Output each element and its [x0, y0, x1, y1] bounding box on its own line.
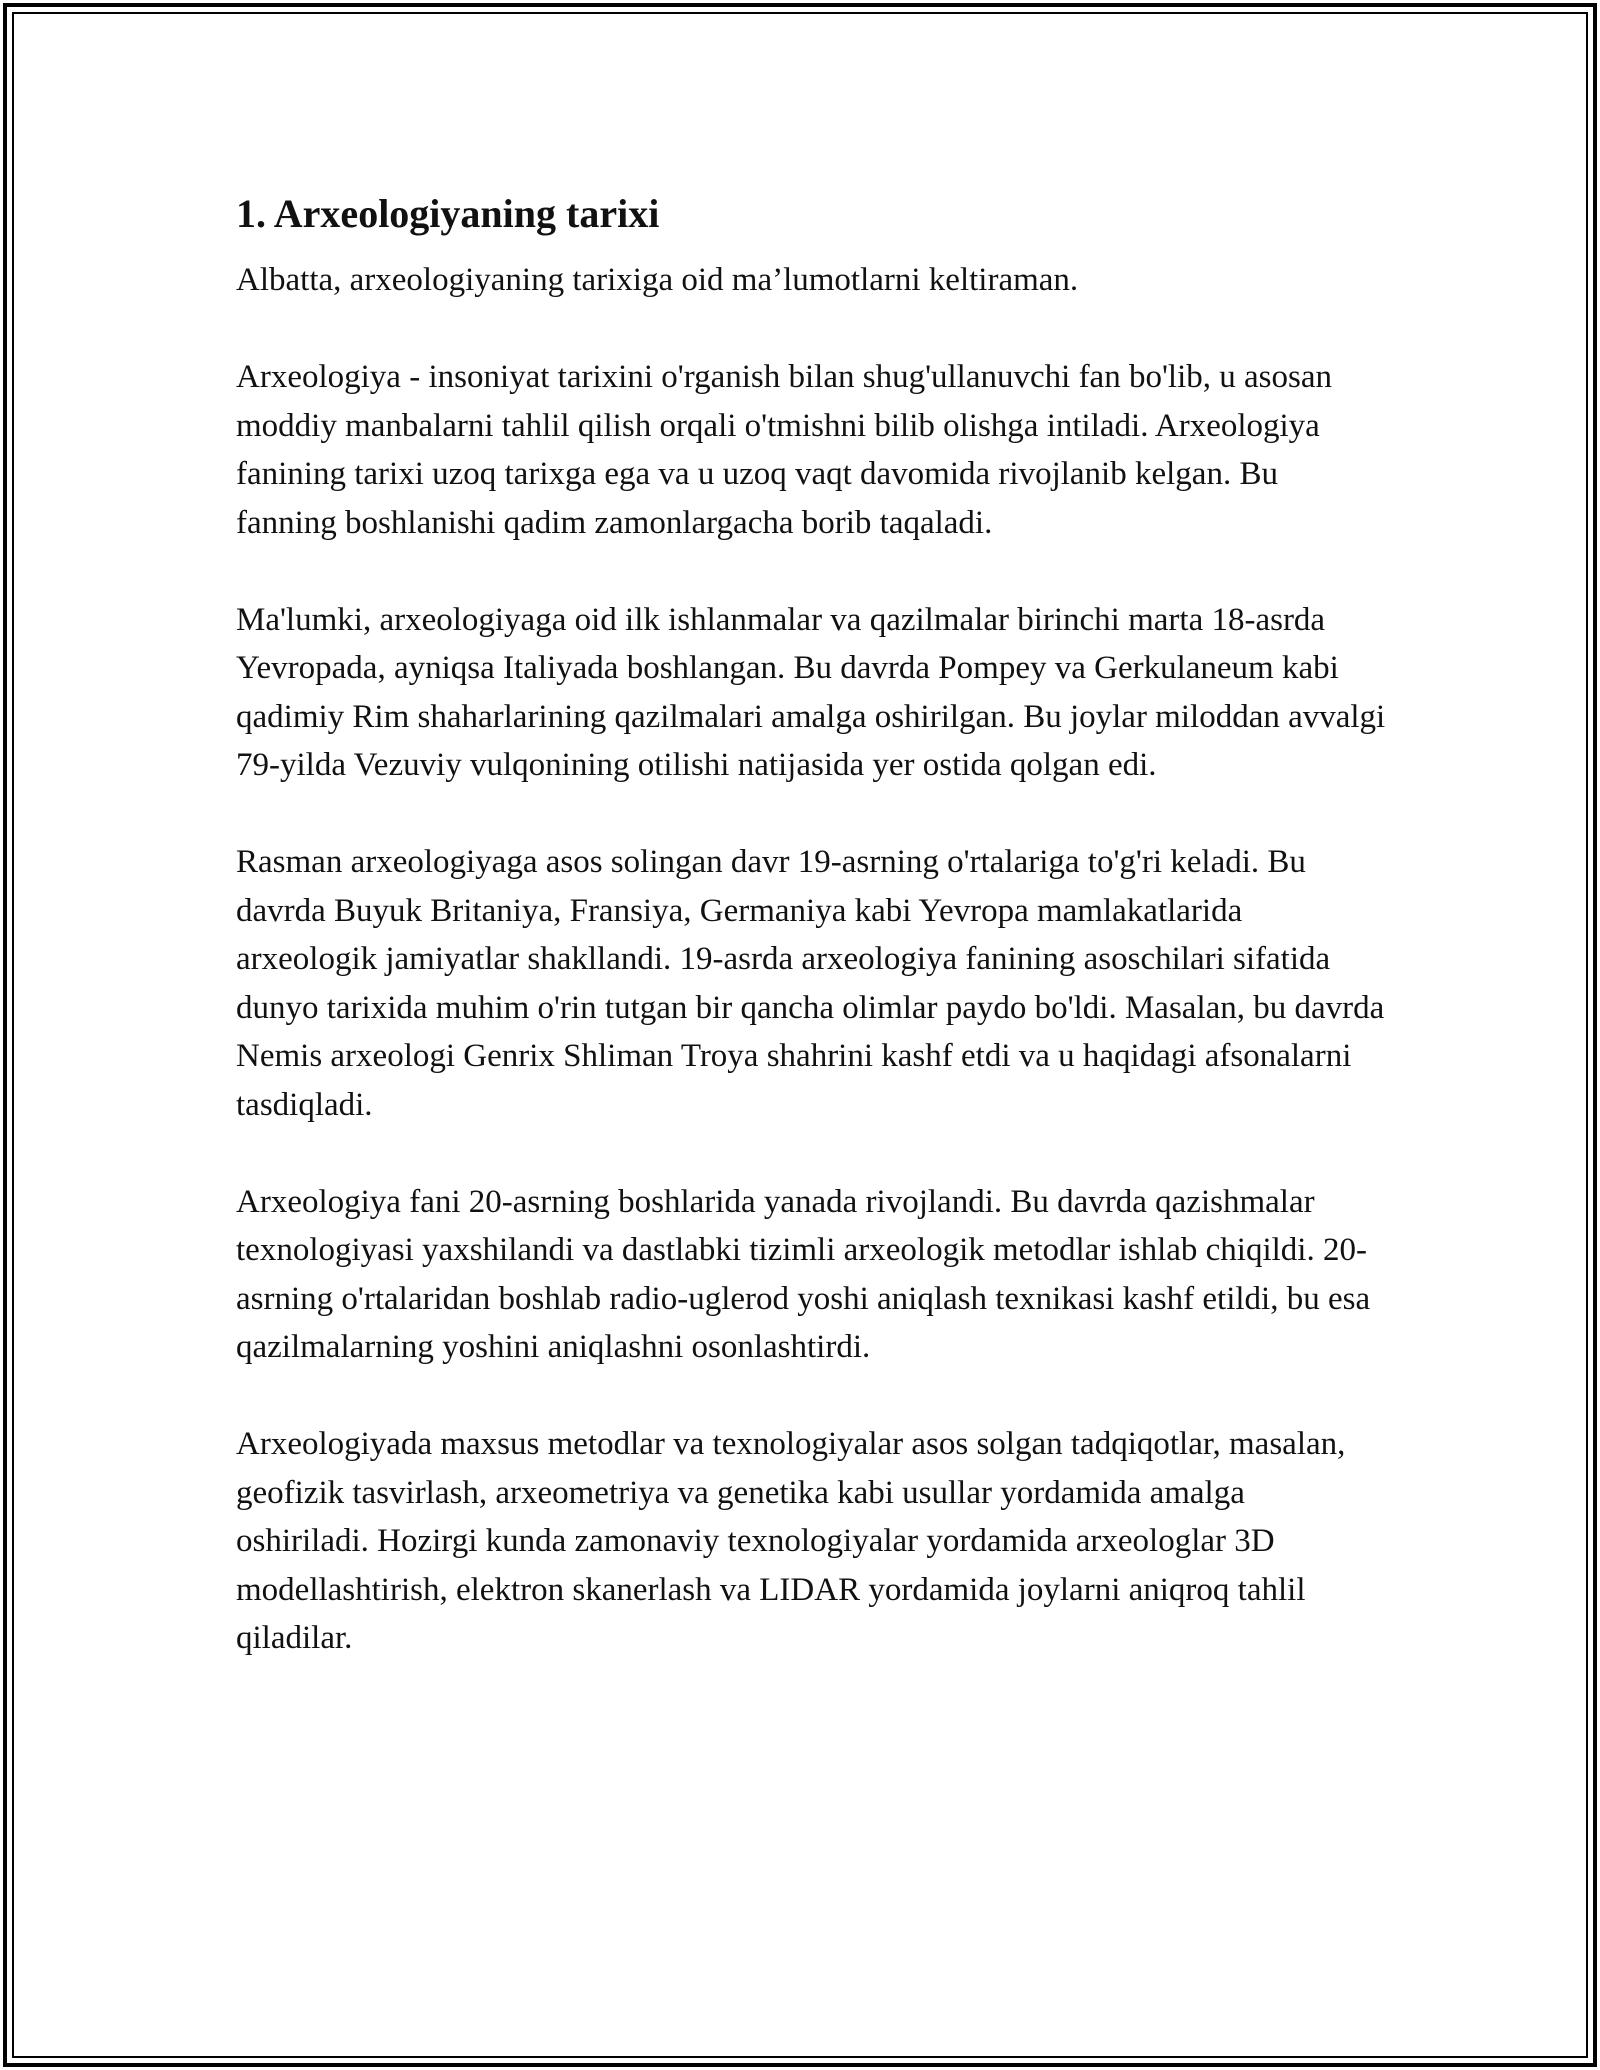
paragraph-modern-methods: Arxeologiyada maxsus metodlar va texnologiyalar asos solgan tadqiqotlar, masalan, geofizik tasvirlash, arxeometriya va genetika kabi usullar yordamida amalga oshiriladi. Hozirgi kunda zamonaviy texnologiyalar yordamida arxeologlar 3D modellashtirish, elektron skanerlash va LIDAR yordamida joylarni aniqroq tahlil qiladilar.: [236, 1426, 1346, 1656]
section-title: 1. Arxeologiyaning tarixi: [236, 191, 660, 236]
paragraph-19th-century: Rasman arxeologiyaga asos solingan davr 19-asrning o'rtalariga to'g'ri keladi. Bu davrda Buyuk Britaniya, Fransiya, Germaniya kabi Yevropa mamlakatlarida arxeologik jamiyatlar shakllandi. 19-asrda arxeologiya fanining asoschilari sifatida dunyo tarixida muhim o'rin tutgan bir qancha olimlar paydo bo'ldi. Masalan, bu davrda Nemis arxeologi Genrix Shliman Troya shahrini kashf etdi va u haqidagi afsonalarni tasdiqladi.: [236, 844, 1385, 1123]
intro-paragraph: Albatta, arxeologiyaning tarixiga oid ma’lumotlarni keltiraman.: [236, 262, 1079, 298]
document-body: [236, 186, 1386, 1711]
paragraph-20th-century: Arxeologiya fani 20-asrning boshlarida yanada rivojlandi. Bu davrda qazishmalar texnologiyasi yaxshilandi va dastlabki tizimli arxeologik metodlar ishlab chiqildi. 20-asrning o'rtalaridan boshlab radio-uglerod yoshi aniqlash texnikasi kashf etildi, bu esa qazilmalarning yoshini aniqlashni osonlashtirdi.: [236, 1183, 1371, 1365]
paragraph-18th-century: Ma'lumki, arxeologiyaga oid ilk ishlanmalar va qazilmalar birinchi marta 18-asrda Yevropada, ayniqsa Italiyada boshlangan. Bu davrda Pompey va Gerkulaneum kabi qadimiy Rim shaharlarining qazilmalari amalga oshirilgan. Bu joylar miloddan avvalgi 79-yilda Vezuviy vulqonining otilishi natijasida yer ostida qolgan edi.: [236, 601, 1386, 783]
paragraph-definition: Arxeologiya - insoniyat tarixini o'rganish bilan shug'ullanuvchi fan bo'lib, u asosan moddiy manbalarni tahlil qilish orqali o'tmishni bilib olishga intiladi. Arxeologiya fanining tarixi uzoq tarixga ega va u uzoq vaqt davomida rivojlanib kelgan. Bu fanning boshlanishi qadim zamonlargacha borib taqaladi.: [236, 359, 1332, 541]
